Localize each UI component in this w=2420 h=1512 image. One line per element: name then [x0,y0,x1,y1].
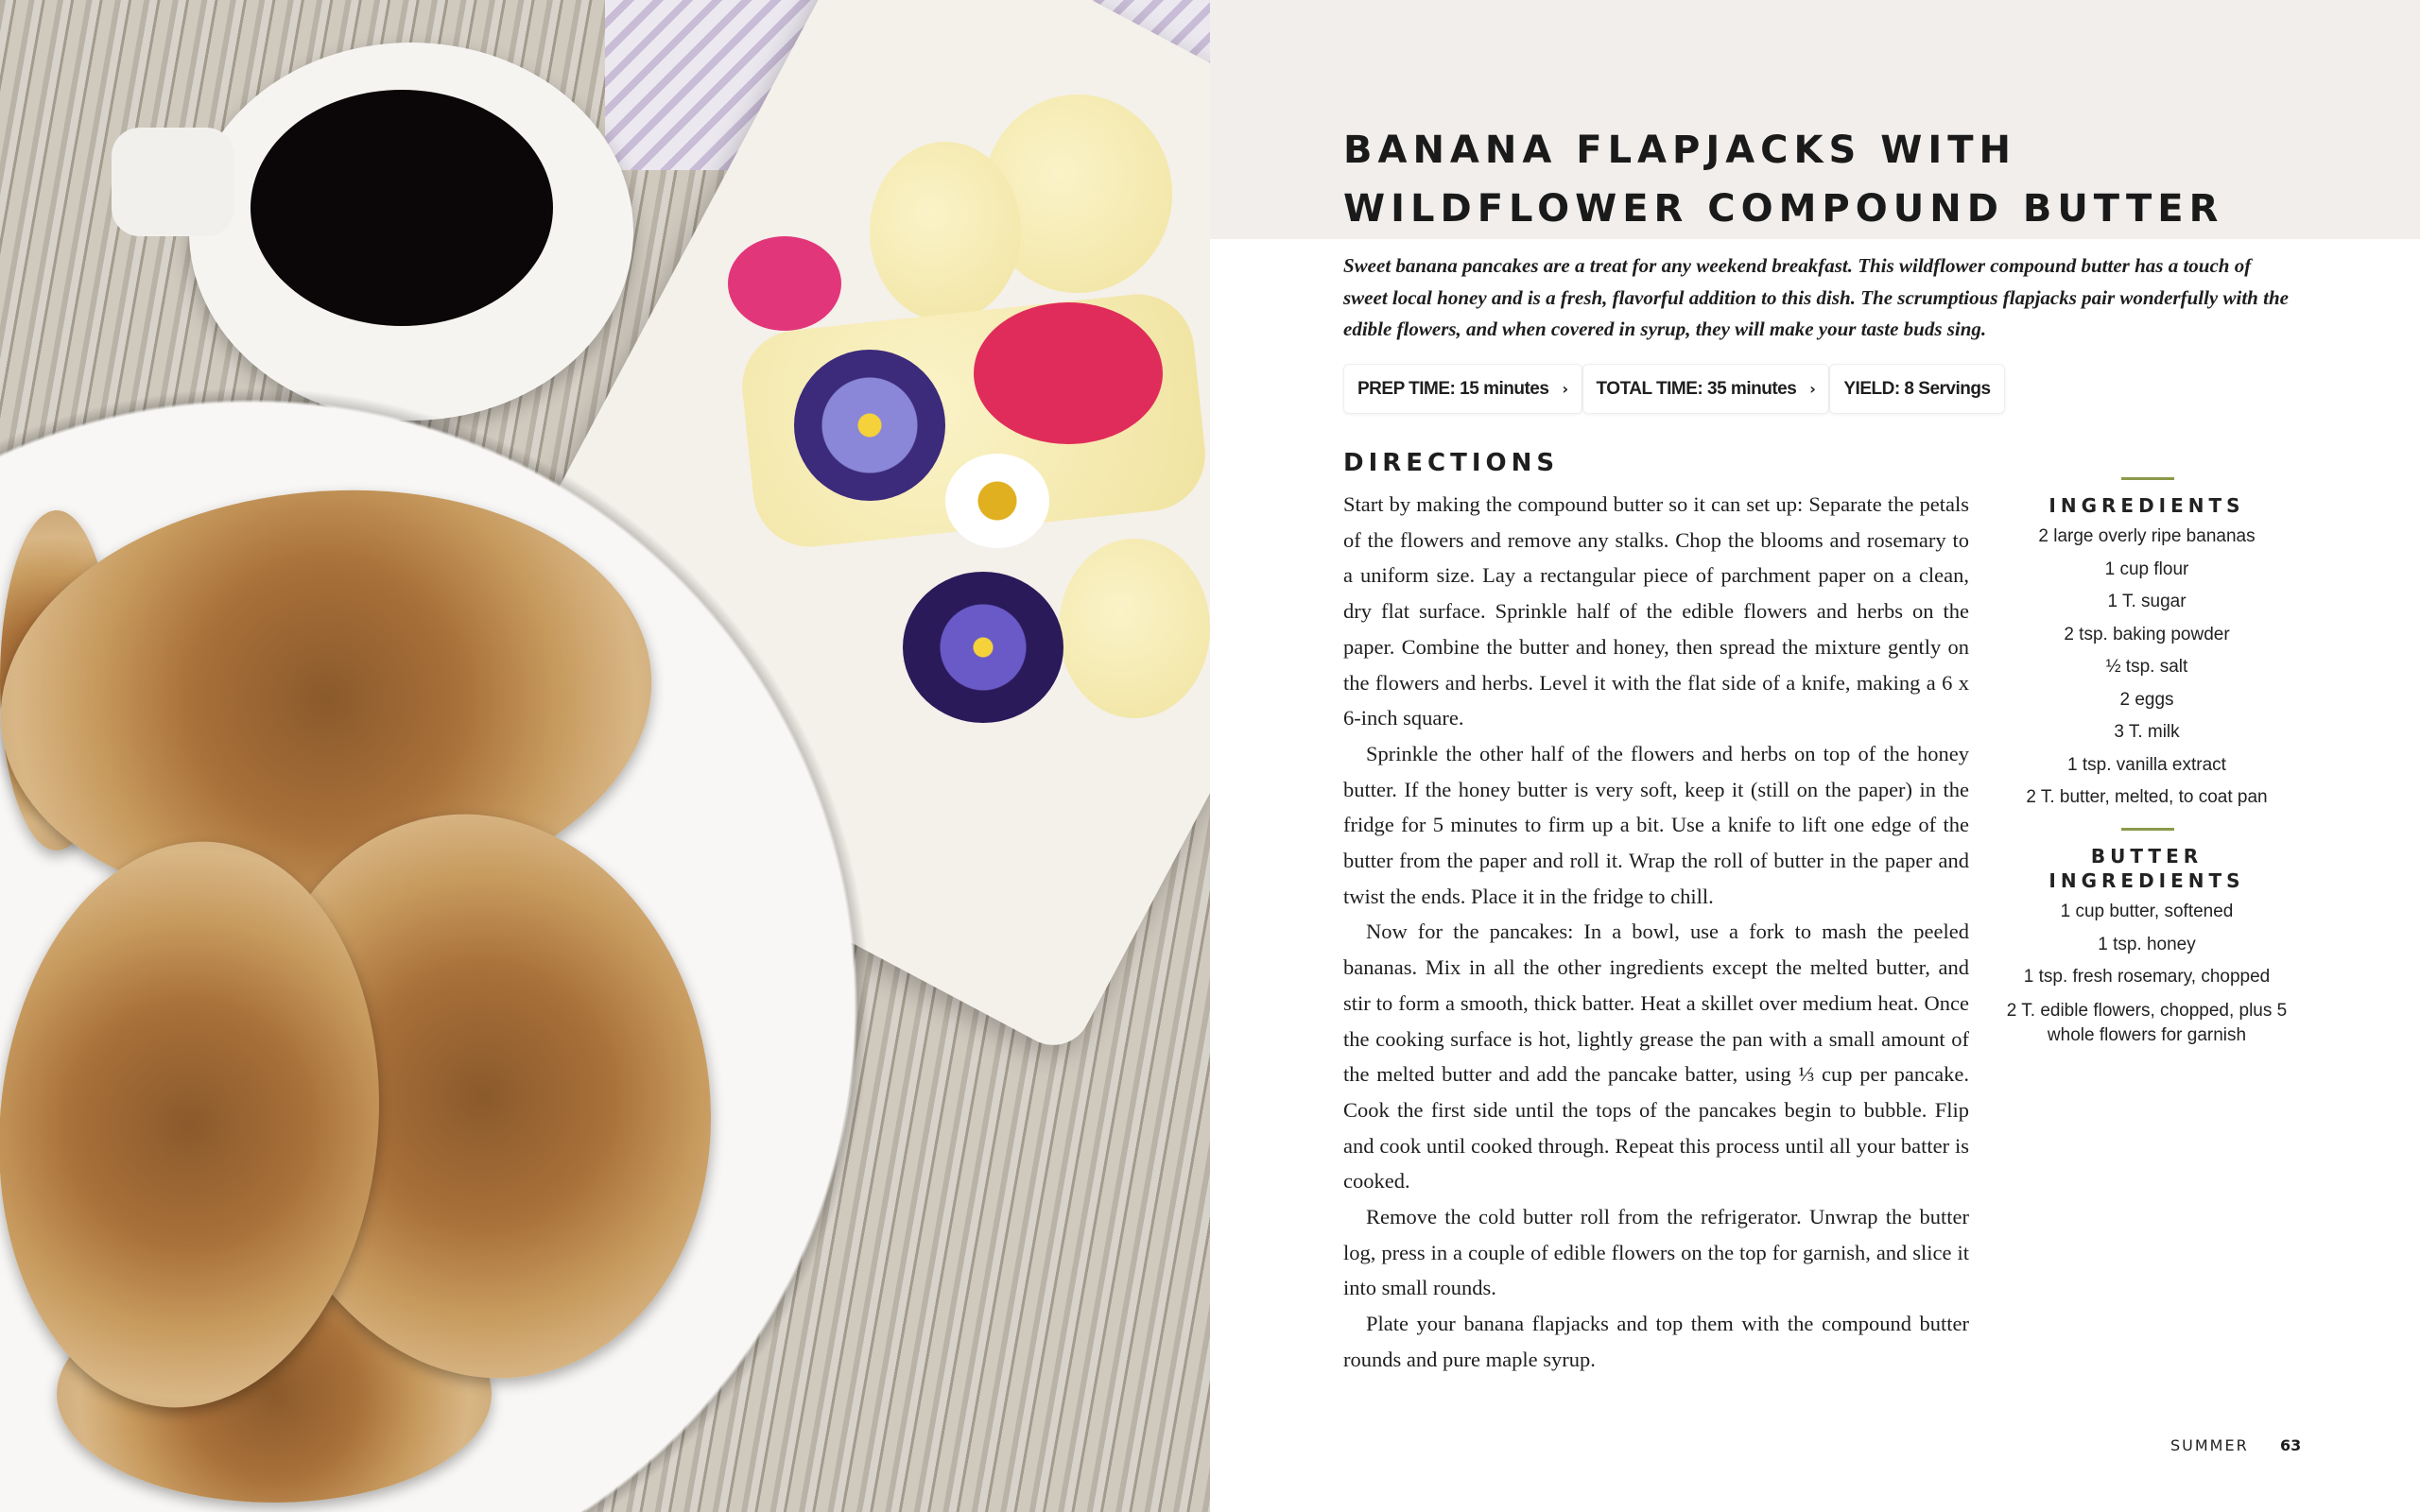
ingredient-item: ½ tsp. salt [2105,657,2188,677]
page-number: 63 [2280,1436,2302,1454]
heading-line: INGREDIENTS [2048,869,2245,892]
ingredients-list [1996,521,2298,815]
title-line: BANANA FLAPJACKS WITH [1343,129,2017,172]
ingredients-heading: INGREDIENTS [2048,494,2245,517]
chevron-right-icon: › [1562,380,1568,398]
direction-paragraph: Plate your banana flapjacks and top them with the compound butter rounds and pure maple syrup. [1343,1312,1969,1371]
butter-ingredients-list [1996,896,2298,1048]
recipe-meta [1343,364,2005,414]
ingredient-item: 1 tsp. vanilla extract [2067,754,2226,775]
divider [2121,828,2174,831]
directions-heading: DIRECTIONS [1343,449,1560,477]
ingredient-item: 2 T. edible flowers, chopped, plus 5 whole flowers for garnish [2006,1000,2288,1045]
divider [2121,477,2174,480]
ingredient-item: 1 cup flour [2104,558,2189,579]
ingredient-item: 2 large overly ripe bananas [2038,526,2256,546]
ingredient-item: 1 tsp. honey [2098,934,2196,954]
direction-paragraph: Remove the cold butter roll from the refrigerator. Unwrap the butter log, press in a couple of edible flowers on the top for garnish, and slice it into small rounds. [1343,1205,1969,1300]
ingredient-item: 1 tsp. fresh rosemary, chopped [2023,967,2271,987]
recipe-title [1343,121,2223,238]
prep-time [1343,364,1582,414]
yield-label: YIELD: 8 Servings [1843,378,1991,399]
recipe-intro: Sweet banana pancakes are a treat for any weekend breakfast. This wildflower compound butter has a touch of sweet local honey and is a fresh, flavorful addition to this dish. The scrumptious flapjacks pair wonderfully with the edible flowers, and when covered in syrup, they will make your taste buds sing. [1343,254,2289,340]
direction-paragraph: Now for the pancakes: In a bowl, use a fork to mash the peeled bananas. Mix in all the other ingredients except the melted butter, and stir to form a smooth, thick batter. Heat a skillet over medium heat. Once the cooking surface is hot, lightly grease the pan with a small amount of the melted butter and add the pancake batter, using ⅓ cup per pancake. Cook the first side until the tops of the pancakes begin to bubble. Flip and cook until cooked through. Repeat this process until all your batter is cooked. [1343,919,1969,1194]
ingredient-item: 1 T. sugar [2107,592,2187,611]
footer-section: SUMMER [2170,1436,2249,1454]
total-time-label: TOTAL TIME: 35 minutes [1596,378,1797,399]
heading-line: BUTTER [2090,845,2204,868]
butter-ingredients-heading [1996,844,2298,893]
direction-paragraph: Sprinkle the other half of the flowers and herbs on top of the honey butter. If the honey butter is very soft, keep it (still on the paper) in the fridge for 5 minutes to firm up a bit. Use a knife to lift one edge of the butter from the paper and roll it. Wrap the roll of butter in the paper and twist the ends. Place it in the fridge to chill. [1343,741,1969,908]
chevron-right-icon: › [1809,380,1816,398]
ingredient-item: 2 tsp. baking powder [2064,624,2230,644]
prep-time-label: PREP TIME: 15 minutes [1357,378,1549,399]
direction-paragraph: Start by making the compound butter so it can set up: Separate the petals of the flowers and remove any stalks. Chop the blooms and rosemary to a uniform size. Lay a rectangular piece of parchment paper on a clean, dry flat surface. Sprinkle half of the edible flowers and herbs on the paper. Combine the butter and honey, then spread the mixture gently on the flowers and herbs. Level it with the flat side of a knife, making a 6 x 6-inch square. [1343,492,1969,730]
title-line: WILDFLOWER COMPOUND BUTTER [1343,187,2224,231]
yield [1829,364,2004,414]
ingredient-item: 1 cup butter, softened [2060,902,2234,921]
ingredient-item: 2 eggs [2119,689,2174,710]
directions-body [1343,487,1969,1378]
ingredient-item: 3 T. milk [2114,722,2180,742]
ingredient-item: 2 T. butter, melted, to coat pan [2026,787,2268,807]
total-time [1582,364,1830,414]
